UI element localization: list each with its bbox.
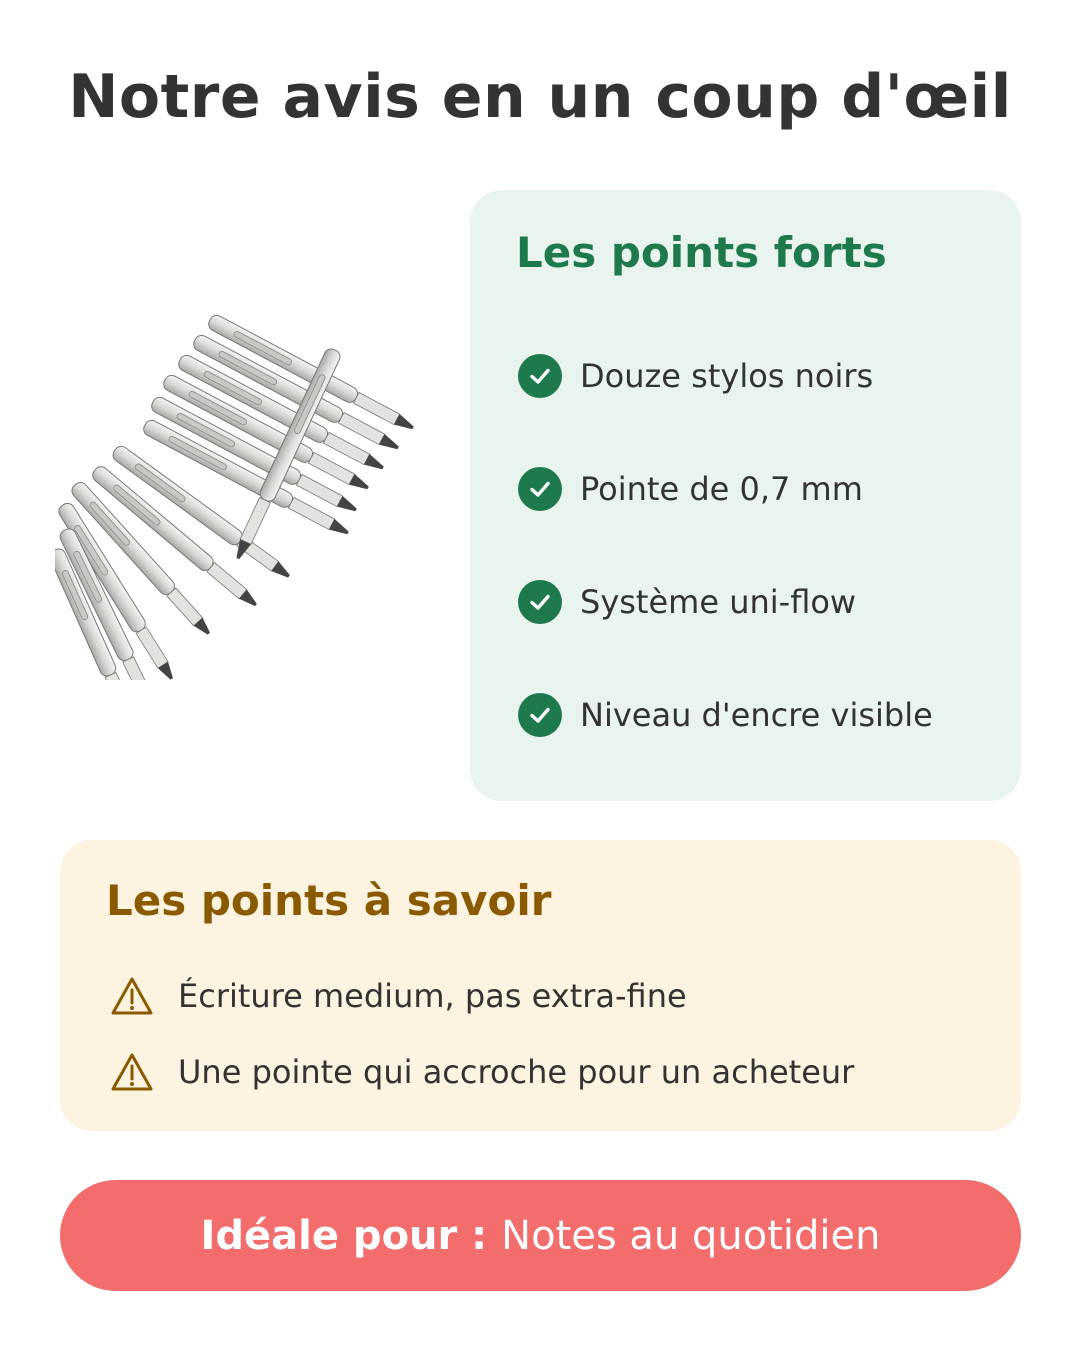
ideal-for-banner bbox=[60, 1180, 1021, 1291]
page-title: Notre avis en un coup d'œil bbox=[68, 62, 1012, 132]
pros-item bbox=[518, 467, 863, 511]
cons-item bbox=[110, 1050, 854, 1094]
check-circle-icon bbox=[518, 467, 562, 511]
pros-item bbox=[518, 693, 933, 737]
pros-item bbox=[518, 580, 856, 624]
check-circle-icon bbox=[518, 580, 562, 624]
pros-item-label: Douze stylos noirs bbox=[580, 357, 874, 395]
check-circle-icon bbox=[518, 354, 562, 398]
pros-card bbox=[470, 190, 1021, 801]
ideal-for-label: Idéale pour : bbox=[200, 1212, 488, 1259]
check-circle-icon bbox=[518, 693, 562, 737]
pros-item bbox=[518, 354, 873, 398]
pros-item-label: Pointe de 0,7 mm bbox=[580, 470, 863, 508]
pros-title: Les points forts bbox=[516, 228, 887, 277]
cons-card bbox=[60, 840, 1021, 1131]
ideal-for-value: Notes au quotidien bbox=[501, 1212, 881, 1259]
warning-icon bbox=[110, 976, 154, 1016]
warning-icon bbox=[110, 1052, 154, 1092]
cons-item bbox=[110, 974, 687, 1018]
pros-item-label: Niveau d'encre visible bbox=[580, 696, 933, 734]
cons-title: Les points à savoir bbox=[106, 876, 552, 925]
cons-item-label: Une pointe qui accroche pour un acheteur bbox=[178, 1053, 855, 1091]
cons-item-label: Écriture medium, pas extra-fine bbox=[178, 977, 687, 1015]
product-image bbox=[55, 310, 445, 680]
pros-item-label: Système uni-flow bbox=[580, 583, 857, 621]
